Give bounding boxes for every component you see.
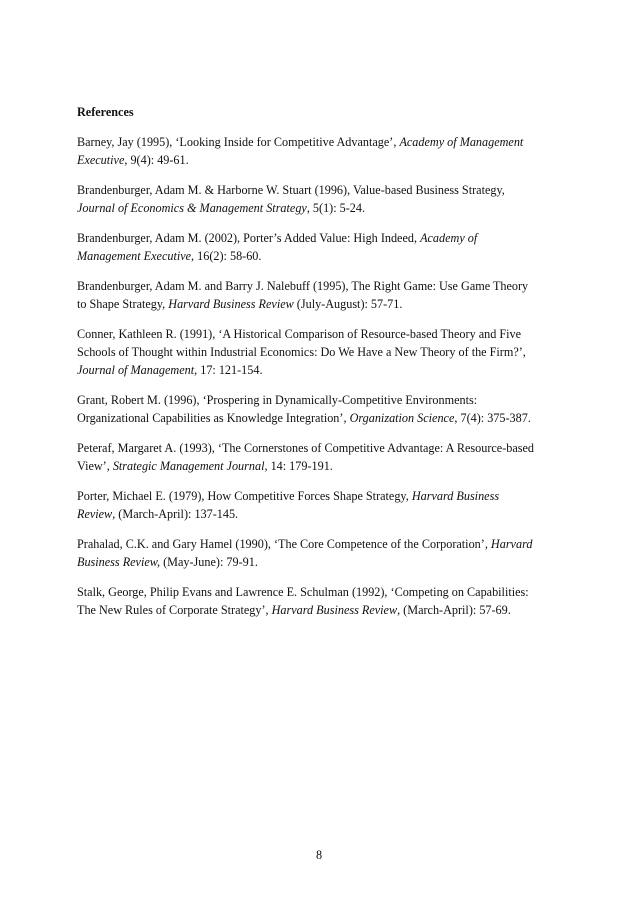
reference-text: Stalk, George, Philip Evans and Lawrence E. Schulman (1992), ‘Competing on Capabilities: [77, 585, 529, 599]
reference-line [77, 199, 567, 217]
reference-text: Prahalad, C.K. and Gary Hamel (1990), ‘The Core Competence of the Corporation’, [77, 537, 491, 551]
reference-text: , 16(2): 58-60. [191, 249, 262, 263]
reference-entry [77, 133, 567, 169]
reference-italic-text: Review [77, 507, 113, 521]
reference-entry [77, 277, 567, 313]
reference-italic-text: Harvard [490, 537, 533, 551]
reference-text: Brandenburger, Adam M. and Barry J. Nalebuff (1995), The Right Game: Use Game Theory [77, 279, 529, 293]
reference-text: The New Rules of Corporate Strategy’, [77, 603, 272, 617]
reference-line [77, 229, 567, 247]
reference-entry [77, 487, 567, 523]
reference-entry [77, 583, 567, 619]
reference-line [77, 181, 567, 199]
reference-italic-text: Strategic Management Journal [112, 459, 265, 473]
reference-italic-text: Journal of Economics & Management Strategy [77, 201, 307, 215]
reference-line [77, 457, 567, 475]
references-section [77, 103, 567, 631]
reference-list [77, 133, 567, 619]
reference-text: Porter, Michael E. (1979), How Competitive Forces Shape Strategy, [77, 489, 412, 503]
reference-entry [77, 181, 567, 217]
reference-line [77, 325, 567, 343]
reference-line [77, 295, 567, 313]
reference-entry [77, 229, 567, 265]
page-number: 8 [315, 848, 323, 862]
reference-text: Conner, Kathleen R. (1991), ‘A Historical Comparison of Resource-based Theory and Five [77, 327, 522, 341]
reference-text: Peteraf, Margaret A. (1993), ‘The Cornerstones of Competitive Advantage: A Resource-based [77, 441, 535, 455]
reference-italic-text: Academy of [420, 231, 478, 245]
reference-italic-text: Business Review, [77, 555, 161, 569]
reference-text: , (March-April): 57-69. [397, 603, 511, 617]
reference-text: (May-June): 79-91. [160, 555, 258, 569]
reference-text: Brandenburger, Adam M. (2002), Porter’s Added Value: High Indeed, [77, 231, 421, 245]
reference-text: (July-August): 57-71. [293, 297, 403, 311]
reference-text: Grant, Robert M. (1996), ‘Prospering in Dynamically-Competitive Environments: [77, 393, 478, 407]
reference-italic-text: Journal of Management [77, 363, 195, 377]
reference-line [77, 151, 567, 169]
reference-line [77, 439, 567, 457]
reference-entry [77, 325, 567, 379]
reference-text: to Shape Strategy, [77, 297, 169, 311]
reference-italic-text: Organization Science [349, 411, 455, 425]
reference-line [77, 553, 567, 571]
reference-line [77, 505, 567, 523]
reference-line [77, 409, 567, 427]
reference-line [77, 391, 567, 409]
reference-italic-text: Management Executive [77, 249, 192, 263]
reference-line [77, 247, 567, 265]
reference-line [77, 133, 567, 151]
reference-italic-text: Executive [77, 153, 125, 167]
reference-line [77, 277, 567, 295]
reference-entry [77, 535, 567, 571]
references-heading: References [77, 105, 134, 119]
reference-text: , 14: 179-191. [264, 459, 333, 473]
reference-italic-text: Harvard Business Review [168, 297, 294, 311]
reference-line [77, 535, 567, 553]
reference-italic-text: Harvard Business Review [271, 603, 398, 617]
reference-text: View’, [77, 459, 113, 473]
reference-text: Organizational Capabilities as Knowledge Integration’, [77, 411, 350, 425]
reference-text: , (March-April): 137-145. [112, 507, 239, 521]
reference-line [77, 601, 567, 619]
reference-line [77, 583, 567, 601]
reference-text: Schools of Thought within Industrial Economics: Do We Have a New Theory of the Firm?’, [77, 345, 526, 359]
reference-text: , 17: 121-154. [194, 363, 263, 377]
reference-text: , 5(1): 5-24. [306, 201, 366, 215]
reference-entry [77, 439, 567, 475]
reference-italic-text: Academy of Management [399, 135, 524, 149]
reference-italic-text: Harvard Business [411, 489, 500, 503]
reference-line [77, 487, 567, 505]
reference-text: , 9(4): 49-61. [124, 153, 189, 167]
reference-entry [77, 391, 567, 427]
reference-line [77, 343, 567, 361]
reference-text: , 7(4): 375-387. [454, 411, 531, 425]
reference-text: Barney, Jay (1995), ‘Looking Inside for Competitive Advantage’, [77, 135, 400, 149]
reference-line [77, 361, 567, 379]
reference-text: Brandenburger, Adam M. & Harborne W. Stuart (1996), Value-based Business Strategy, [77, 183, 505, 197]
